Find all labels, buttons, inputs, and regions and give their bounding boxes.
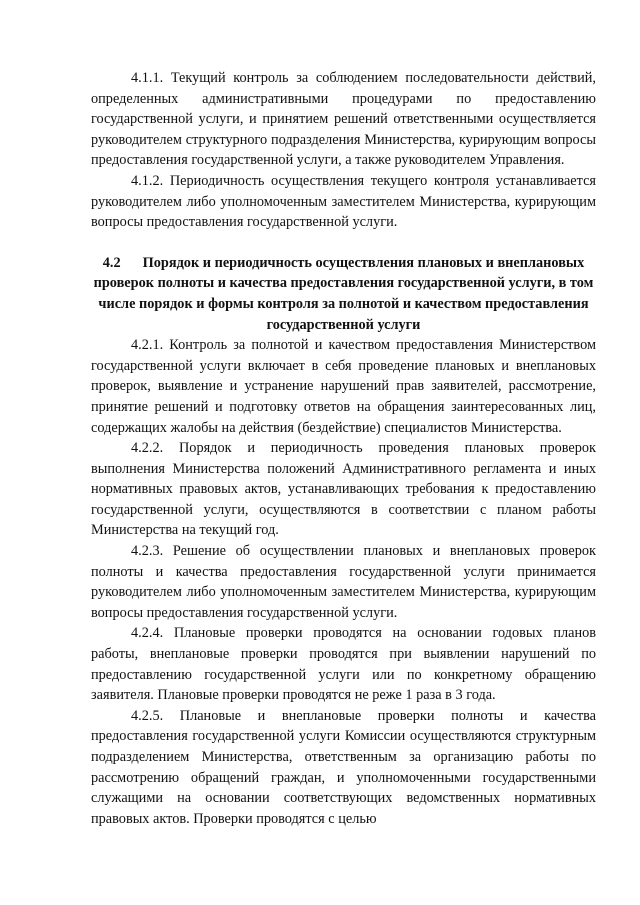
paragraph-4-2-4: 4.2.4. Плановые проверки проводятся на основании годовых планов работы, внеплановые проверки проводятся при выявлении нарушений по предоставлению государственной услуги или по конкретному обращению заявителя. Плановые проверки проводятся не реже 1 раза в 3 года. bbox=[91, 625, 596, 704]
paragraph-4-2-5: 4.2.5. Плановые и внеплановые проверки полноты и качества предоставления государственной услуги Комиссии осуществляются структурным подразделением Министерства, ответственным за организацию работы по рассмотрению обращений граждан, и уполномоченными государственными служащими на основании соответствующих ведомственных нормативных правовых актов. Проверки проводятся с целью bbox=[91, 707, 596, 827]
paragraph-4-2-3: 4.2.3. Решение об осуществлении плановых и внеплановых проверок полноты и качества предоставления государственной услуги принимается руководителем либо уполномоченным заместителем Министерства, курирующим вопросы предоставления государственной услуги. bbox=[91, 543, 596, 621]
paragraph-4-2-2: 4.2.2. Порядок и периодичность проведения плановых проверок выполнения Министерства положений Административного регламента и иных нормативных правовых актов, устанавливающих требования к предоставлению государственной услуги, осуществляются в соответствии с планом работы Министерства на текущий год. bbox=[91, 440, 596, 539]
paragraph-4-1-1: 4.1.1. Текущий контроль за соблюдением последовательности действий, определенных административными процедурами по предоставлению государственной услуги, и принятием решений ответственными осуществляется руководителем структурного подразделения Министерства, курирующим вопросы предоставления государственной услуги, а также руководителем Управления. bbox=[91, 70, 596, 169]
section-title: Порядок и периодичность осуществления плановых и внеплановых проверок полноты и качества предоставления государственной услуги, в том числе порядок и формы контроля за полнотой и качеством предоставления государственной услуги bbox=[93, 254, 594, 333]
paragraph-4-1-2: 4.1.2. Периодичность осуществления текущего контроля устанавливается руководителем либо уполномоченным заместителем Министерства, курирующим вопросы предоставления государственной услуги. bbox=[91, 172, 596, 231]
document-body bbox=[91, 68, 596, 829]
section-number: 4.2 bbox=[102, 254, 121, 271]
section-heading-4-2 bbox=[91, 253, 596, 335]
paragraph-4-2-1: 4.2.1. Контроль за полнотой и качеством предоставления Министерством государственной услуги включает в себя проведение плановых и внеплановых проверок, выявление и устранение нарушений прав заявителей, рассмотрение, принятие решений и подготовку ответов на обращения заинтересованных лиц, содержащих жалобы на действия (бездействие) специалистов Министерства. bbox=[91, 337, 596, 436]
